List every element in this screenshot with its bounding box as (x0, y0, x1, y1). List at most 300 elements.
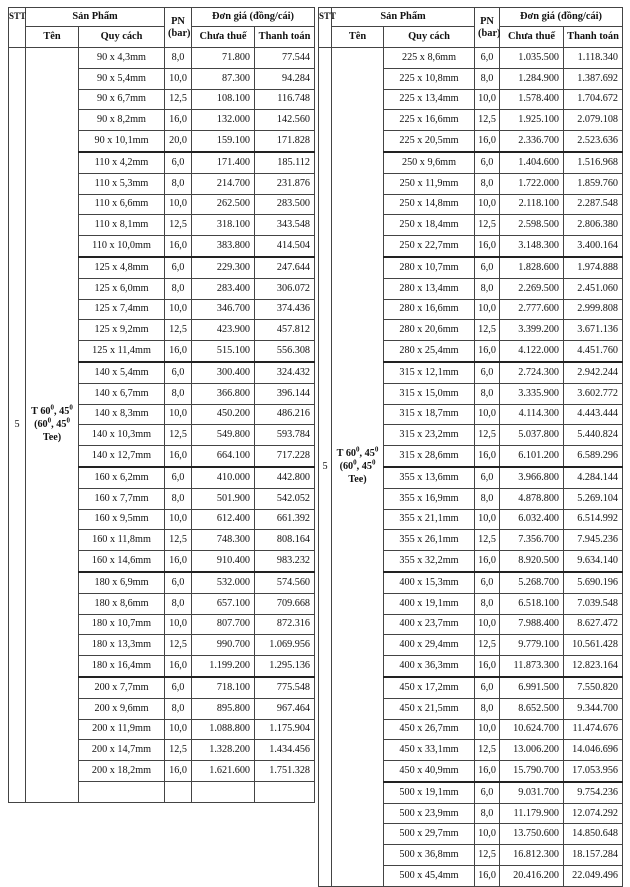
spec-cell: 225 x 10,8mm (384, 68, 475, 89)
pn-cell: 8,0 (475, 593, 500, 614)
price-total-cell: 7.550.820 (564, 677, 623, 698)
thanh-toan-header: Thanh toán (564, 27, 623, 48)
price-before-tax-cell: 1.722.000 (500, 173, 564, 194)
pn-cell (165, 781, 192, 802)
price-total-cell: 2.806.380 (564, 215, 623, 236)
price-total-cell: 2.451.060 (564, 278, 623, 299)
price-before-tax-cell: 4.122.000 (500, 341, 564, 362)
product-name-part: (60 (34, 419, 48, 431)
price-total-cell: 3.400.164 (564, 236, 623, 257)
pn-cell: 10,0 (475, 194, 500, 215)
stt-cell: 5 (319, 48, 332, 887)
price-before-tax-cell: 6.032.400 (500, 509, 564, 530)
price-total-cell: 94.284 (255, 68, 315, 89)
pn-cell: 6,0 (165, 152, 192, 173)
pn-cell: 12,5 (165, 740, 192, 761)
spec-cell: 225 x 20,5mm (384, 131, 475, 152)
pn-cell: 8,0 (475, 173, 500, 194)
thanh-toan-header: Thanh toán (255, 27, 315, 48)
price-before-tax-cell: 1.088.800 (192, 719, 255, 740)
price-before-tax-cell: 4.114.300 (500, 404, 564, 425)
pn-cell: 10,0 (165, 404, 192, 425)
spec-cell: 110 x 6,6mm (79, 194, 165, 215)
pn-cell: 10,0 (165, 299, 192, 320)
price-total-cell: 142.560 (255, 110, 315, 131)
price-before-tax-cell: 718.100 (192, 677, 255, 698)
pn-cell: 8,0 (475, 278, 500, 299)
spec-cell: 140 x 12,7mm (79, 446, 165, 467)
price-total-cell: 3.671.136 (564, 320, 623, 341)
spec-cell: 160 x 14,6mm (79, 551, 165, 572)
spec-cell: 225 x 8,6mm (384, 48, 475, 69)
pn-cell: 10,0 (165, 509, 192, 530)
pn-cell: 12,5 (165, 215, 192, 236)
price-total-cell: 983.232 (255, 551, 315, 572)
price-before-tax-cell: 2.777.600 (500, 299, 564, 320)
pn-cell: 12,5 (165, 635, 192, 656)
spec-cell: 200 x 11,9mm (79, 719, 165, 740)
product-name-sup: 0 (69, 403, 73, 412)
pn-cell: 10,0 (475, 509, 500, 530)
spec-cell: 140 x 5,4mm (79, 362, 165, 383)
product-name-sup: 0 (50, 403, 55, 412)
price-before-tax-cell: 71.800 (192, 48, 255, 69)
price-total-cell: 542.052 (255, 488, 315, 509)
price-before-tax-cell: 15.790.700 (500, 761, 564, 782)
price-before-tax-cell: 10.624.700 (500, 719, 564, 740)
price-total-cell: 9.634.140 (564, 551, 623, 572)
pn-header-bottom: (bar) (168, 27, 191, 39)
spec-cell: 160 x 6,2mm (79, 467, 165, 488)
price-before-tax-cell: 108.100 (192, 89, 255, 110)
san-pham-header: Sản Phẩm (332, 8, 475, 27)
pn-cell: 6,0 (475, 362, 500, 383)
spec-cell: 110 x 10,0mm (79, 236, 165, 257)
price-total-cell: 4.443.444 (564, 404, 623, 425)
price-before-tax-cell: 1.328.200 (192, 740, 255, 761)
spec-cell: 125 x 4,8mm (79, 257, 165, 278)
spec-cell: 200 x 14,7mm (79, 740, 165, 761)
price-before-tax-cell: 2.269.500 (500, 278, 564, 299)
price-total-cell (255, 781, 315, 802)
spec-cell: 315 x 18,7mm (384, 404, 475, 425)
pn-cell: 8,0 (165, 488, 192, 509)
price-before-tax-cell: 910.400 (192, 551, 255, 572)
price-total-cell: 7.039.548 (564, 593, 623, 614)
ten-header: Tên (26, 27, 79, 48)
price-before-tax-cell: 283.400 (192, 278, 255, 299)
price-before-tax-cell: 807.700 (192, 614, 255, 635)
pn-cell: 6,0 (475, 572, 500, 593)
price-before-tax-cell: 2.598.500 (500, 215, 564, 236)
pn-cell: 10,0 (165, 719, 192, 740)
price-total-cell: 574.560 (255, 572, 315, 593)
spec-cell: 180 x 10,7mm (79, 614, 165, 635)
spec-cell: 180 x 6,9mm (79, 572, 165, 593)
right-table-body (319, 48, 623, 887)
price-total-cell: 283.500 (255, 194, 315, 215)
pn-cell: 12,5 (475, 530, 500, 551)
price-total-cell: 1.974.888 (564, 257, 623, 278)
spec-cell: 225 x 13,4mm (384, 89, 475, 110)
price-before-tax-cell: 366.800 (192, 383, 255, 404)
spec-cell: 280 x 10,7mm (384, 257, 475, 278)
spec-cell: 140 x 6,7mm (79, 383, 165, 404)
spec-cell: 280 x 20,6mm (384, 320, 475, 341)
price-total-cell: 4.451.760 (564, 341, 623, 362)
pn-cell: 10,0 (165, 68, 192, 89)
spec-cell: 450 x 40,9mm (384, 761, 475, 782)
don-gia-header: Đơn giá (đồng/cái) (500, 8, 623, 27)
pn-cell: 6,0 (475, 48, 500, 69)
spec-cell: 250 x 22,7mm (384, 236, 475, 257)
price-before-tax-cell: 87.300 (192, 68, 255, 89)
price-before-tax-cell: 501.900 (192, 488, 255, 509)
pn-cell: 12,5 (165, 425, 192, 446)
spec-cell: 315 x 12,1mm (384, 362, 475, 383)
pn-cell: 8,0 (475, 488, 500, 509)
pn-cell: 6,0 (165, 677, 192, 698)
price-before-tax-cell: 3.148.300 (500, 236, 564, 257)
spec-cell: 500 x 36,8mm (384, 845, 475, 866)
price-before-tax-cell: 9.031.700 (500, 782, 564, 803)
pn-header-top: PN (171, 15, 185, 27)
price-before-tax-cell: 1.925.100 (500, 110, 564, 131)
spec-cell: 250 x 9,6mm (384, 152, 475, 173)
spec-cell: 500 x 29,7mm (384, 824, 475, 845)
pn-cell: 6,0 (475, 782, 500, 803)
price-total-cell: 5.440.824 (564, 425, 623, 446)
pn-cell: 6,0 (475, 677, 500, 698)
pn-cell: 12,5 (475, 635, 500, 656)
price-total-cell: 1.704.672 (564, 89, 623, 110)
price-before-tax-cell: 549.800 (192, 425, 255, 446)
spec-cell: 280 x 25,4mm (384, 341, 475, 362)
pn-cell: 12,5 (165, 89, 192, 110)
pn-cell: 16,0 (475, 761, 500, 782)
spec-cell: 180 x 16,4mm (79, 656, 165, 677)
price-total-cell: 3.602.772 (564, 383, 623, 404)
product-name-part: , 45 (54, 406, 70, 418)
price-before-tax-cell: 410.000 (192, 467, 255, 488)
price-total-cell: 1.069.956 (255, 635, 315, 656)
product-name-sup: 0 (374, 446, 379, 455)
product-name-sup: 0 (353, 459, 357, 468)
product-name-part: , 45 (359, 448, 375, 460)
spec-cell: 400 x 36,3mm (384, 656, 475, 677)
spec-cell: 160 x 11,8mm (79, 530, 165, 551)
product-name-sup: 0 (66, 416, 70, 425)
pn-cell: 10,0 (165, 194, 192, 215)
pn-cell: 6,0 (165, 467, 192, 488)
price-total-cell: 8.627.472 (564, 614, 623, 635)
spec-cell: 500 x 19,1mm (384, 782, 475, 803)
price-before-tax-cell: 132.000 (192, 110, 255, 131)
quy-cach-header: Quy cách (79, 27, 165, 48)
price-before-tax-cell: 8.920.500 (500, 551, 564, 572)
pn-cell: 6,0 (165, 362, 192, 383)
pn-cell: 6,0 (475, 467, 500, 488)
pn-cell: 8,0 (165, 48, 192, 69)
pn-cell: 10,0 (475, 89, 500, 110)
price-total-cell: 2.523.636 (564, 131, 623, 152)
price-total-cell: 116.748 (255, 89, 315, 110)
price-total-cell: 775.548 (255, 677, 315, 698)
pn-cell: 8,0 (475, 68, 500, 89)
price-total-cell: 1.387.692 (564, 68, 623, 89)
spec-cell: 90 x 8,2mm (79, 110, 165, 131)
spec-cell: 400 x 19,1mm (384, 593, 475, 614)
spec-cell: 125 x 7,4mm (79, 299, 165, 320)
pn-cell: 10,0 (475, 299, 500, 320)
pn-cell: 16,0 (165, 341, 192, 362)
product-name-sup: 0 (371, 459, 376, 468)
pn-cell: 12,5 (475, 110, 500, 131)
pn-cell: 16,0 (165, 761, 192, 782)
product-name-part: (60 (339, 461, 354, 473)
spec-cell: 500 x 45,4mm (384, 866, 475, 887)
price-before-tax-cell: 229.300 (192, 257, 255, 278)
price-total-cell: 247.644 (255, 257, 315, 278)
pn-cell: 16,0 (165, 236, 192, 257)
price-before-tax-cell: 612.400 (192, 509, 255, 530)
pn-cell: 8,0 (165, 698, 192, 719)
price-before-tax-cell: 171.400 (192, 152, 255, 173)
spec-cell: 500 x 23,9mm (384, 803, 475, 824)
pn-cell: 16,0 (475, 236, 500, 257)
price-table-right (318, 7, 623, 887)
chua-thue-header: Chưa thuế (192, 27, 255, 48)
price-before-tax-cell: 6.518.100 (500, 593, 564, 614)
price-total-cell: 324.432 (255, 362, 315, 383)
spec-cell: 110 x 4,2mm (79, 152, 165, 173)
pn-cell: 6,0 (475, 152, 500, 173)
price-total-cell: 1.118.340 (564, 48, 623, 69)
price-total-cell: 709.668 (255, 593, 315, 614)
price-before-tax-cell: 6.991.500 (500, 677, 564, 698)
pn-cell: 10,0 (475, 824, 500, 845)
price-before-tax-cell: 1.404.600 (500, 152, 564, 173)
spec-cell: 125 x 9,2mm (79, 320, 165, 341)
spec-cell: 315 x 23,2mm (384, 425, 475, 446)
stt-cell: 5 (9, 48, 26, 803)
price-before-tax-cell: 6.101.200 (500, 446, 564, 467)
price-total-cell: 442.800 (255, 467, 315, 488)
spec-cell: 400 x 29,4mm (384, 635, 475, 656)
pn-cell: 16,0 (475, 866, 500, 887)
price-before-tax-cell: 895.800 (192, 698, 255, 719)
pn-cell: 12,5 (165, 530, 192, 551)
pn-cell: 16,0 (165, 446, 192, 467)
price-before-tax-cell: 13.006.200 (500, 740, 564, 761)
price-before-tax-cell: 262.500 (192, 194, 255, 215)
san-pham-header: Sản Phẩm (26, 8, 165, 27)
price-before-tax-cell: 423.900 (192, 320, 255, 341)
spec-cell: 450 x 33,1mm (384, 740, 475, 761)
product-name-part: T 60 (31, 406, 51, 418)
price-total-cell: 1.175.904 (255, 719, 315, 740)
price-before-tax-cell: 1.035.500 (500, 48, 564, 69)
spec-cell: 280 x 16,6mm (384, 299, 475, 320)
pn-cell: 12,5 (165, 320, 192, 341)
price-before-tax-cell: 990.700 (192, 635, 255, 656)
pn-cell: 8,0 (475, 803, 500, 824)
price-before-tax-cell: 450.200 (192, 404, 255, 425)
product-name-part: , 45 (51, 419, 67, 431)
price-before-tax-cell: 20.416.200 (500, 866, 564, 887)
price-total-cell: 872.316 (255, 614, 315, 635)
price-total-cell: 18.157.284 (564, 845, 623, 866)
price-before-tax-cell: 532.000 (192, 572, 255, 593)
price-total-cell: 593.784 (255, 425, 315, 446)
product-name-sup: 0 (356, 446, 360, 455)
spec-cell: 140 x 8,3mm (79, 404, 165, 425)
price-before-tax-cell: 300.400 (192, 362, 255, 383)
spec-cell: 355 x 16,9mm (384, 488, 475, 509)
price-total-cell: 12.823.164 (564, 656, 623, 677)
spec-cell: 355 x 26,1mm (384, 530, 475, 551)
price-table-left (8, 7, 315, 803)
pn-cell: 16,0 (475, 551, 500, 572)
table-row (319, 48, 623, 69)
price-before-tax-cell: 4.878.800 (500, 488, 564, 509)
price-total-cell: 171.828 (255, 131, 315, 152)
price-total-cell: 2.999.808 (564, 299, 623, 320)
spec-cell: 110 x 5,3mm (79, 173, 165, 194)
price-total-cell: 1.434.456 (255, 740, 315, 761)
spec-cell: 250 x 14,8mm (384, 194, 475, 215)
spec-cell: 180 x 13,3mm (79, 635, 165, 656)
price-before-tax-cell: 1.828.600 (500, 257, 564, 278)
price-total-cell: 1.859.760 (564, 173, 623, 194)
price-before-tax-cell: 1.621.600 (192, 761, 255, 782)
ten-header: Tên (332, 27, 384, 48)
price-before-tax-cell: 9.779.100 (500, 635, 564, 656)
price-total-cell: 17.053.956 (564, 761, 623, 782)
product-name-sup: 0 (47, 416, 52, 425)
pn-cell: 6,0 (165, 572, 192, 593)
spec-cell: 250 x 11,9mm (384, 173, 475, 194)
price-before-tax-cell: 5.268.700 (500, 572, 564, 593)
price-total-cell: 717.228 (255, 446, 315, 467)
price-before-tax-cell: 8.652.500 (500, 698, 564, 719)
price-before-tax-cell: 3.966.800 (500, 467, 564, 488)
spec-cell: 315 x 28,6mm (384, 446, 475, 467)
product-name-part: , 45 (356, 461, 372, 473)
pn-cell: 6,0 (475, 257, 500, 278)
price-total-cell: 2.942.244 (564, 362, 623, 383)
price-total-cell: 5.269.104 (564, 488, 623, 509)
pn-cell: 16,0 (165, 656, 192, 677)
price-total-cell: 6.514.992 (564, 509, 623, 530)
price-total-cell: 343.548 (255, 215, 315, 236)
spec-cell: 110 x 8,1mm (79, 215, 165, 236)
price-total-cell: 457.812 (255, 320, 315, 341)
price-before-tax-cell: 7.988.400 (500, 614, 564, 635)
spec-cell: 450 x 26,7mm (384, 719, 475, 740)
product-name-cell (26, 48, 79, 803)
price-total-cell: 14.046.696 (564, 740, 623, 761)
spec-cell: 450 x 21,5mm (384, 698, 475, 719)
pn-cell: 10,0 (475, 404, 500, 425)
spec-cell: 200 x 18,2mm (79, 761, 165, 782)
price-total-cell: 374.436 (255, 299, 315, 320)
pn-cell: 8,0 (475, 698, 500, 719)
stt-header: STT (319, 8, 332, 48)
spec-cell: 125 x 6,0mm (79, 278, 165, 299)
spec-cell: 160 x 7,7mm (79, 488, 165, 509)
price-total-cell: 967.464 (255, 698, 315, 719)
pn-header (475, 8, 500, 48)
pn-cell: 16,0 (475, 131, 500, 152)
pn-cell: 16,0 (475, 341, 500, 362)
pn-cell: 10,0 (165, 614, 192, 635)
price-before-tax-cell: 5.037.800 (500, 425, 564, 446)
price-total-cell: 556.308 (255, 341, 315, 362)
pn-cell: 20,0 (165, 131, 192, 152)
price-total-cell: 77.544 (255, 48, 315, 69)
spec-cell: 225 x 16,6mm (384, 110, 475, 131)
price-total-cell: 5.690.196 (564, 572, 623, 593)
price-total-cell: 1.516.968 (564, 152, 623, 173)
pn-cell: 8,0 (475, 383, 500, 404)
pn-cell: 12,5 (475, 845, 500, 866)
price-total-cell: 7.945.236 (564, 530, 623, 551)
price-total-cell: 808.164 (255, 530, 315, 551)
spec-cell: 400 x 15,3mm (384, 572, 475, 593)
price-before-tax-cell: 3.399.200 (500, 320, 564, 341)
price-total-cell: 6.589.296 (564, 446, 623, 467)
price-total-cell: 11.474.676 (564, 719, 623, 740)
price-before-tax-cell: 318.100 (192, 215, 255, 236)
price-before-tax-cell: 2.336.700 (500, 131, 564, 152)
pn-cell: 16,0 (475, 656, 500, 677)
price-total-cell: 22.049.496 (564, 866, 623, 887)
spec-cell: 90 x 10,1mm (79, 131, 165, 152)
price-before-tax-cell: 1.199.200 (192, 656, 255, 677)
price-before-tax-cell: 3.335.900 (500, 383, 564, 404)
left-table-body (9, 48, 315, 803)
pn-cell: 10,0 (475, 719, 500, 740)
spec-cell: 90 x 6,7mm (79, 89, 165, 110)
spec-cell: 200 x 7,7mm (79, 677, 165, 698)
price-total-cell: 414.504 (255, 236, 315, 257)
pn-cell: 8,0 (165, 278, 192, 299)
price-total-cell: 1.295.136 (255, 656, 315, 677)
pn-cell: 8,0 (165, 173, 192, 194)
spec-cell: 160 x 9,5mm (79, 509, 165, 530)
price-total-cell: 9.754.236 (564, 782, 623, 803)
price-total-cell: 306.072 (255, 278, 315, 299)
pn-cell: 16,0 (165, 110, 192, 131)
spec-cell: 355 x 32,2mm (384, 551, 475, 572)
price-before-tax-cell (192, 781, 255, 802)
price-before-tax-cell: 515.100 (192, 341, 255, 362)
price-before-tax-cell: 13.750.600 (500, 824, 564, 845)
price-before-tax-cell: 1.284.900 (500, 68, 564, 89)
price-before-tax-cell: 16.812.300 (500, 845, 564, 866)
spec-cell: 355 x 13,6mm (384, 467, 475, 488)
price-total-cell: 231.876 (255, 173, 315, 194)
spec-cell: 355 x 21,1mm (384, 509, 475, 530)
price-total-cell: 396.144 (255, 383, 315, 404)
spec-cell (79, 781, 165, 802)
price-total-cell: 9.344.700 (564, 698, 623, 719)
pn-cell: 6,0 (165, 257, 192, 278)
price-before-tax-cell: 383.800 (192, 236, 255, 257)
price-before-tax-cell: 7.356.700 (500, 530, 564, 551)
price-before-tax-cell: 159.100 (192, 131, 255, 152)
